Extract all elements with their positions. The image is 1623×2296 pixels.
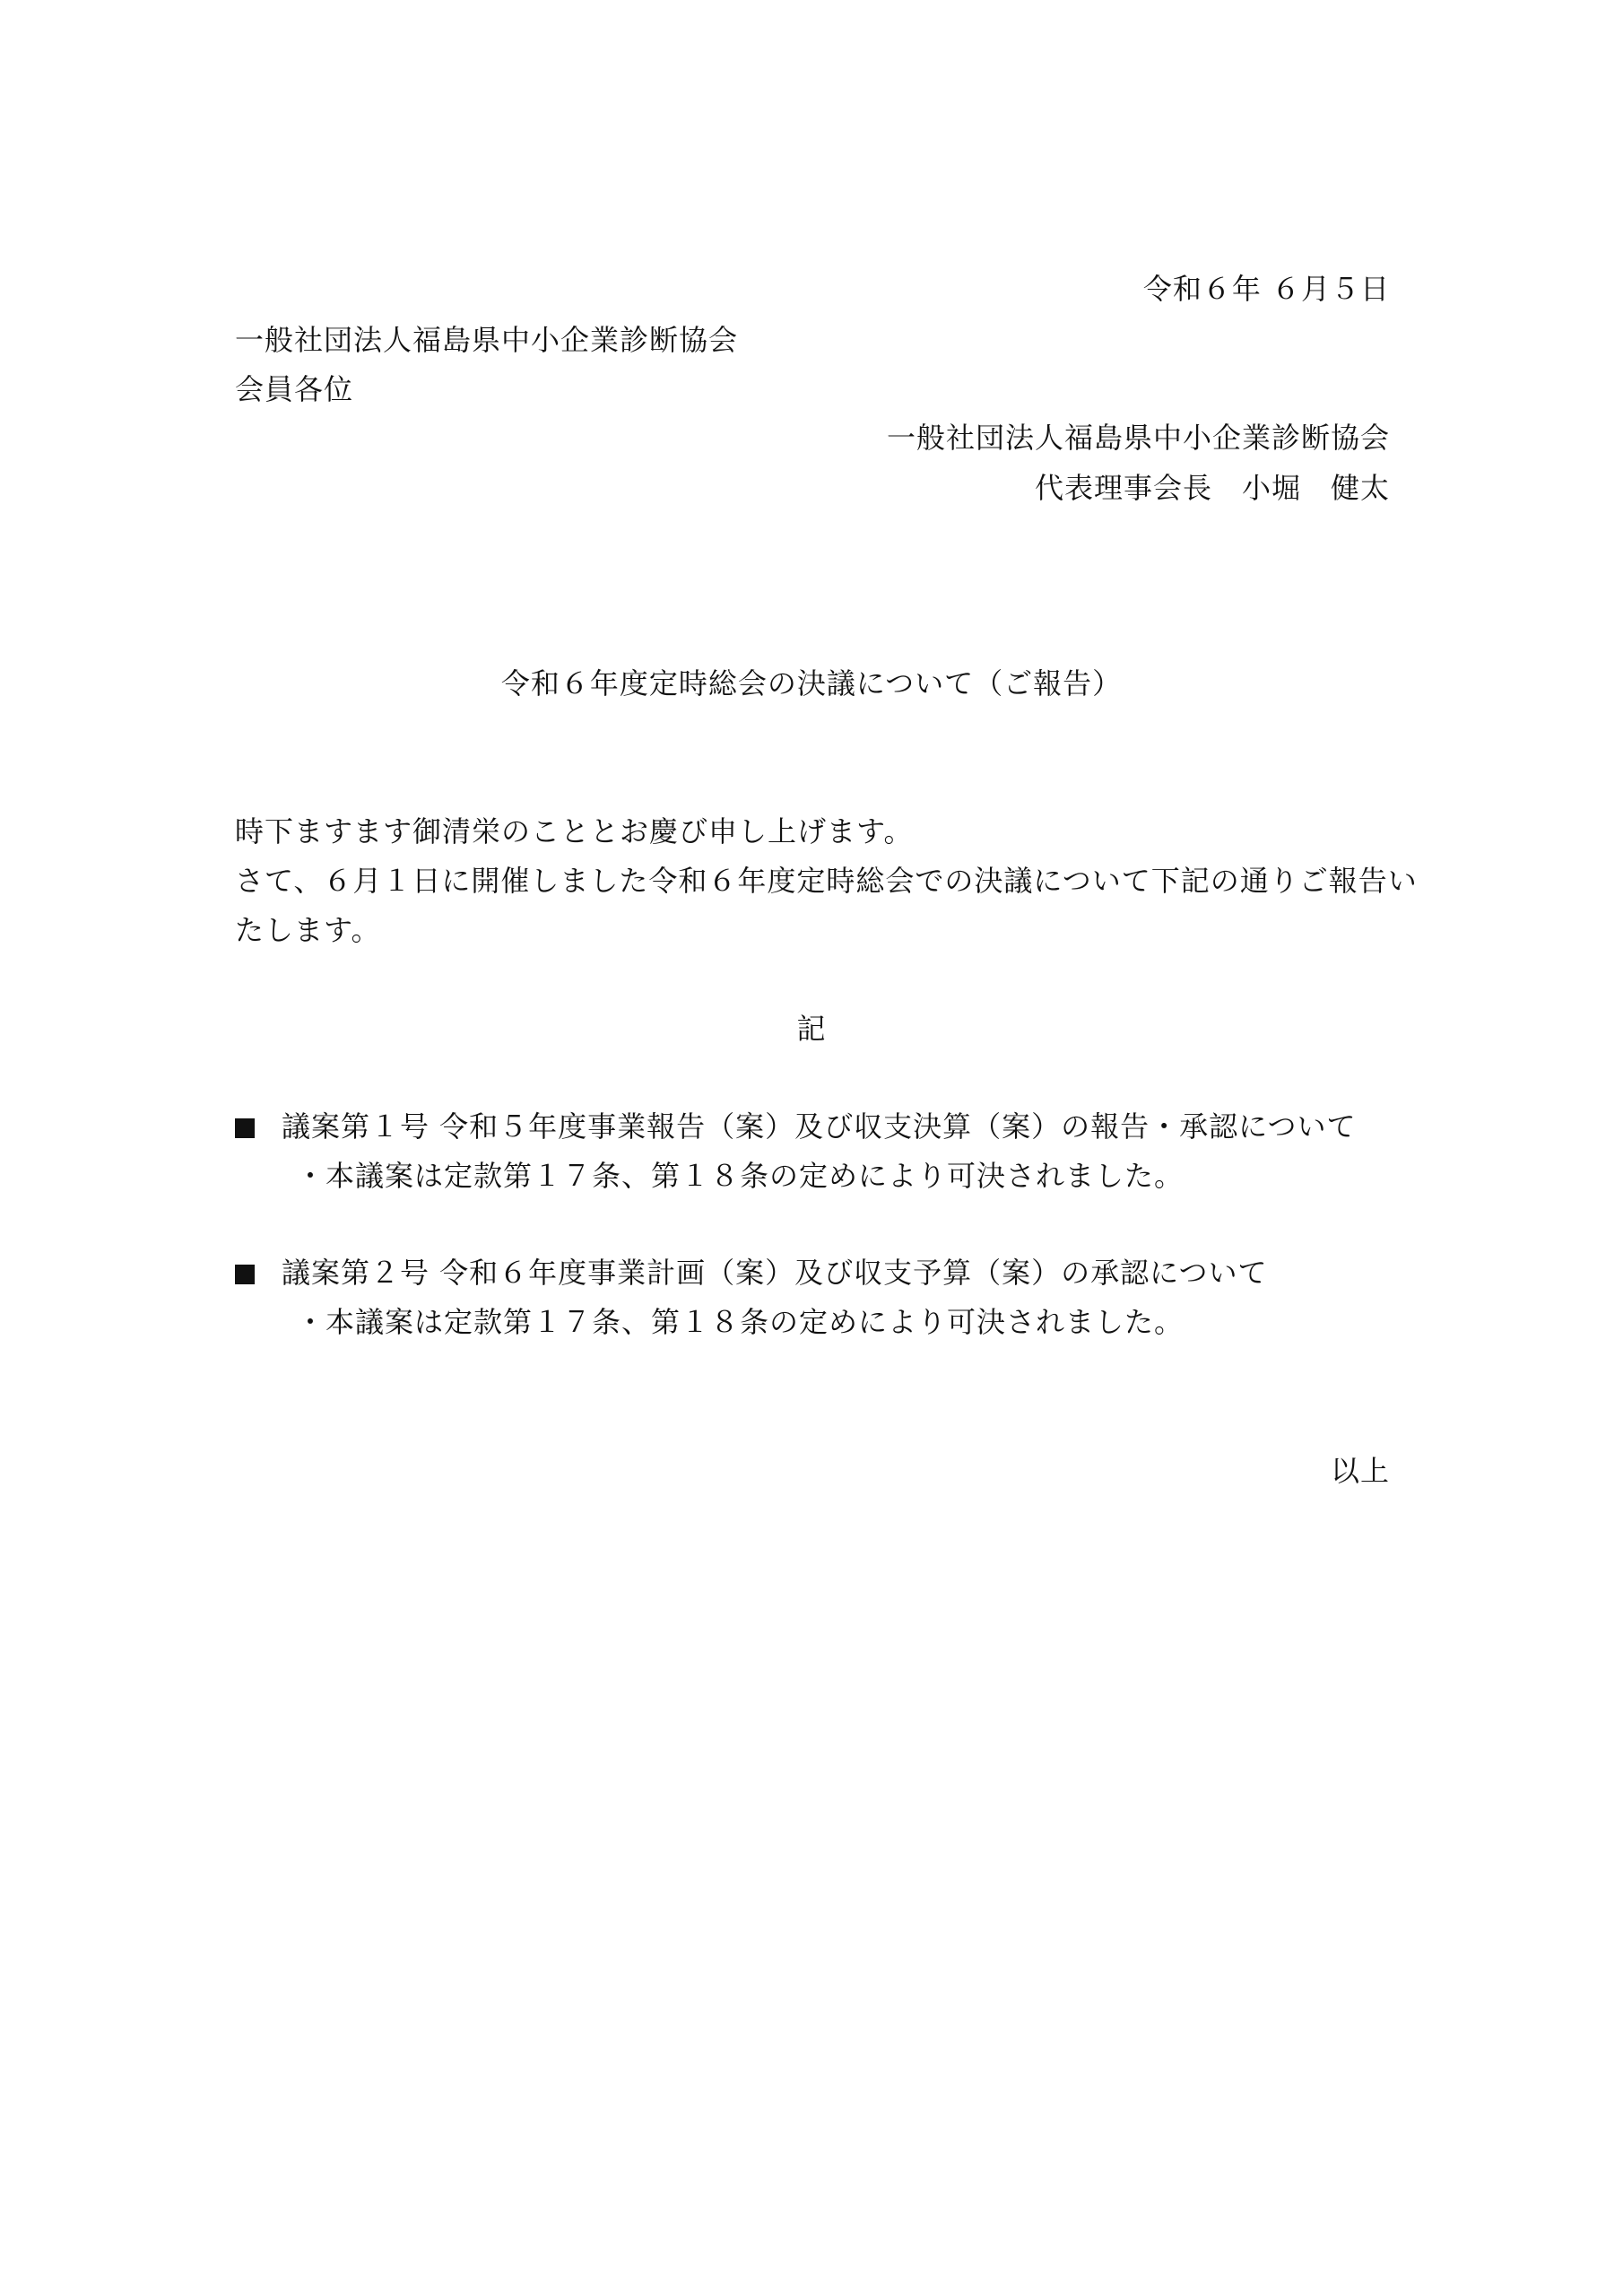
ki-heading: 記	[796, 1012, 827, 1046]
square-bullet-icon	[235, 1265, 255, 1284]
sender-signatory: 代表理事会長 小堀 健太	[1034, 471, 1390, 505]
closing-ijo: 以上	[1330, 1454, 1390, 1488]
agenda-item-2-detail: ・本議案は定款第１７条、第１８条の定めにより可決されました。	[296, 1305, 1185, 1339]
recipient-addressee: 会員各位	[235, 372, 354, 406]
agenda-item-2-heading	[235, 1256, 1268, 1290]
body-paragraph-line: さて、６月１日に開催しました令和６年度定時総会での決議について下記の通りご報告い	[235, 864, 1418, 898]
document-title: 令和６年度定時総会の決議について（ご報告）	[500, 666, 1123, 700]
recipient-organization: 一般社団法人福島県中小企業診断協会	[235, 323, 739, 357]
sender-organization: 一般社団法人福島県中小企業診断協会	[886, 421, 1390, 455]
agenda-item-1-text: 議案第１号 令和５年度事業報告（案）及び収支決算（案）の報告・承認について	[282, 1109, 1357, 1144]
body-paragraph-line: たします。	[235, 913, 381, 947]
agenda-item-1-detail: ・本議案は定款第１７条、第１８条の定めにより可決されました。	[296, 1159, 1185, 1193]
document-date: 令和６年 ６月５日	[1142, 272, 1390, 306]
square-bullet-icon	[235, 1118, 255, 1138]
agenda-item-1-heading	[235, 1109, 1357, 1144]
body-greeting: 時下ますます御清栄のこととお慶び申し上げます。	[235, 814, 914, 848]
agenda-item-2-text: 議案第２号 令和６年度事業計画（案）及び収支予算（案）の承認について	[282, 1256, 1268, 1290]
